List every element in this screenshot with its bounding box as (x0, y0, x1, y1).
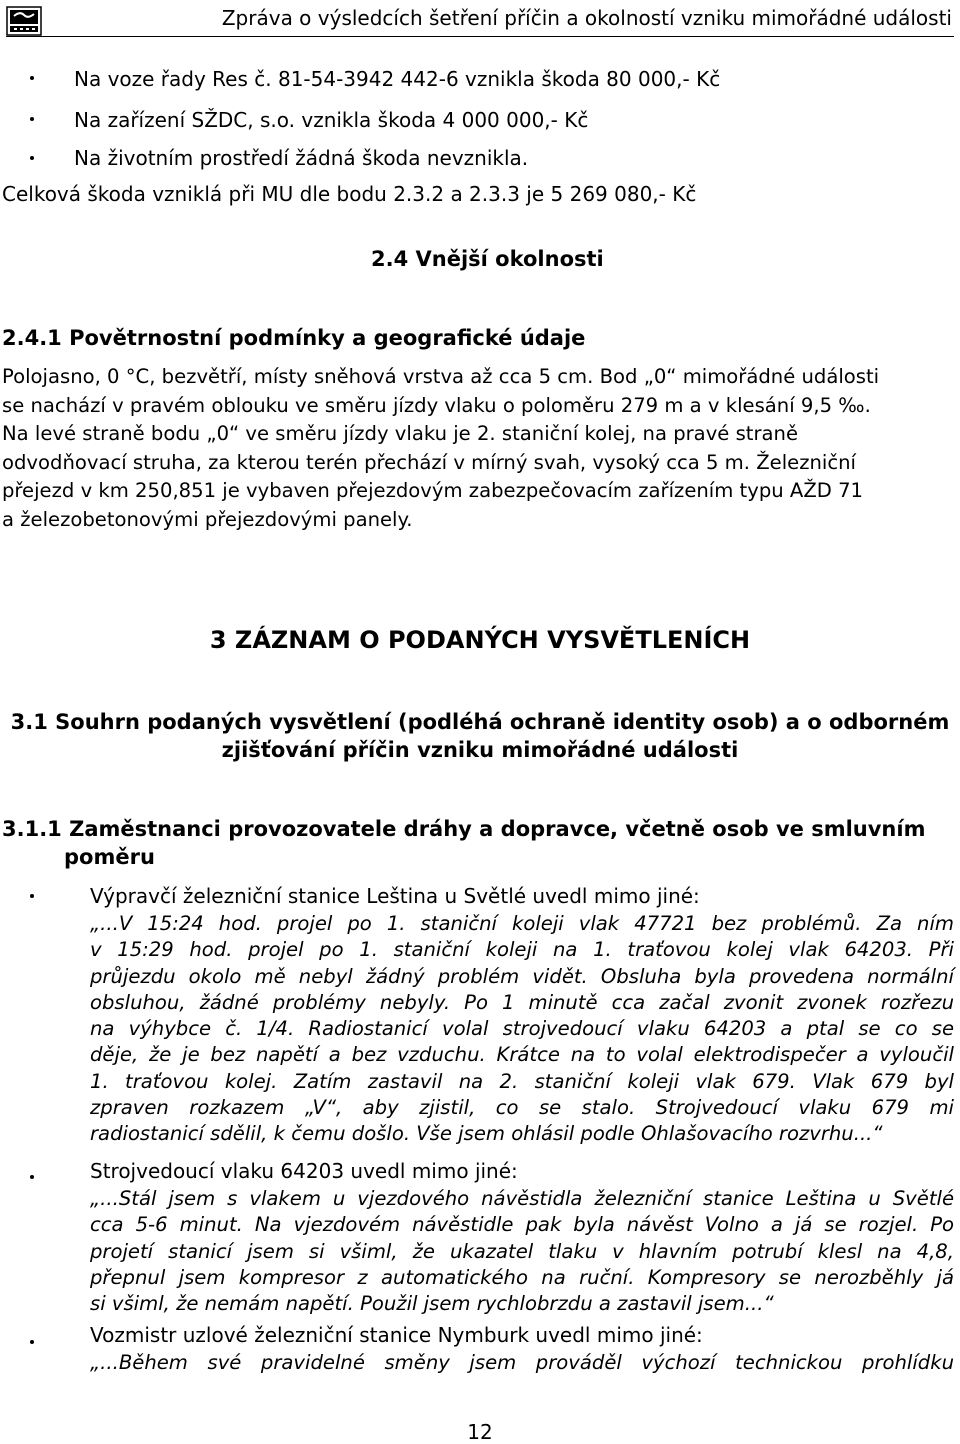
subsection-heading-line: 3.1 Souhrn podaných vysvětlení (podléhá ochraně identity osob) a o odborném (10, 710, 950, 734)
quote-line: 1. traťovou kolej. Zatím zastavil na 2. staniční koleji vlak 679. Vlak 679 byl (90, 1069, 954, 1093)
section-heading: 2.4 Vnější okolnosti (371, 247, 604, 271)
paragraph-line: Na levé straně bodu „0“ ve směru jízdy vlaku je 2. staniční kolej, na pravé straně (2, 422, 798, 445)
chapter-heading: 3 ZÁZNAM O PODANÝCH VYSVĚTLENÍCH (209, 626, 751, 654)
quote-line: „...Stál jsem s vlakem u vjezdového návěstidla železniční stanice Leština u Světlé (90, 1187, 954, 1210)
quote-line: si všiml, že nemám napětí. Použil jsem rychlobrzdu a zastavil jsem...“ (90, 1292, 774, 1316)
quote-line: projetí stanicí jsem si všiml, že ukazatel tlaku v hlavním potrubí klesl na 4,8, (90, 1239, 954, 1263)
bullet-icon (28, 890, 36, 898)
quote-line: v 15:29 hod. projel po 1. staniční koleji na 1. traťovou kolej vlak 64203. Při (90, 938, 954, 962)
bullet-icon (28, 1336, 36, 1344)
damage-item: Na zařízení SŽDC, s.o. vznikla škoda 4 000 000,- Kč (74, 108, 589, 132)
paragraph-line: Polojasno, 0 °C, bezvětří, místy sněhová vrstva až cca 5 cm. Bod „0“ mimořádné události (2, 365, 880, 388)
quote-line: zpraven rozkazem „V“, aby zjistil, co se stalo. Strojvedoucí vlaku 679 mi (90, 1096, 954, 1120)
page-number: 12 (467, 1420, 493, 1444)
paragraph-line: odvodňovací struha, za kterou terén přechází v mírný svah, vysoký cca 5 m. Železniční (2, 450, 856, 474)
header-title: Zpráva o výsledcích šetření příčin a okolností vzniku mimořádné události (221, 6, 952, 30)
quote-line: „...V 15:24 hod. projel po 1. staniční koleji vlak 47721 bez problémů. Za ním (90, 912, 954, 935)
bullet-icon (28, 72, 36, 80)
testimony-quote (90, 1186, 954, 1317)
header-divider (6, 36, 954, 37)
organization-logo-icon (6, 6, 42, 36)
paragraph-line: a železobetonovými přejezdovými panely. (2, 507, 413, 531)
subsection-heading-line: zjišťování příčin vzniku mimořádné události (221, 738, 739, 762)
testimony-quote (90, 911, 954, 1148)
quote-line: obsluhou, žádné problémy nebyly. Po 1 minutě cca začal zvonit zvonek rozřezu (90, 990, 954, 1014)
quote-line: „...Během své pravidelné směny jsem prováděl výchozí technickou prohlídku (90, 1351, 954, 1374)
damage-item: Na životním prostředí žádná škoda nevznikla. (74, 146, 529, 170)
subsection-heading: 2.4.1 Povětrnostní podmínky a geografické údaje (2, 326, 586, 350)
quote-line: na výhybce č. 1/4. Radiostanicí volal strojvedoucí vlaku 64203 a ptal se co se (90, 1017, 954, 1041)
paragraph-line: přejezd v km 250,851 je vybaven přejezdovým zabezpečovacím zařízením typu AŽD 71 (2, 479, 863, 502)
testimony-intro: Strojvedoucí vlaku 64203 uvedl mimo jiné: (90, 1159, 518, 1183)
quote-line: přepnul jsem kompresor z automatického na ruční. Kompresory se nerozběhly já (90, 1265, 954, 1289)
bullet-icon (28, 152, 36, 160)
quote-line: radiostanicí sdělil, k čemu došlo. Vše jsem ohlásil podle Ohlašovacího rozvrhu...“ (90, 1122, 883, 1146)
quote-line: cca 5-6 minut. Na vjezdovém návěstidle pak byla návěst Volno a já se rozjel. Po (90, 1213, 954, 1237)
weather-paragraph (2, 363, 954, 534)
damage-total: Celková škoda vzniklá při MU dle bodu 2.3.2 a 2.3.3 je 5 269 080,- Kč (2, 182, 697, 206)
testimony-quote (90, 1350, 954, 1376)
quote-line: děje, že je bez napětí a bez vzduchu. Krátce na to volal elektrodispečer a vyloučil (90, 1043, 954, 1067)
bullet-icon (28, 1171, 36, 1179)
damage-item: Na voze řady Res č. 81-54-3942 442-6 vznikla škoda 80 000,- Kč (74, 67, 721, 91)
paragraph-line: se nachází v pravém oblouku ve směru jízdy vlaku o poloměru 279 m a v klesání 9,5 ‰. (2, 393, 871, 417)
testimony-intro: Výpravčí železniční stanice Leština u Světlé uvedl mimo jiné: (90, 884, 700, 908)
sub-subsection-heading-line: 3.1.1 Zaměstnanci provozovatele dráhy a dopravce, včetně osob ve smluvním (2, 817, 926, 841)
bullet-icon (28, 113, 36, 121)
quote-line: průjezdu okolo mě nebyl žádný problém vidět. Obsluha byla provedena normální (90, 964, 954, 988)
testimony-intro: Vozmistr uzlové železniční stanice Nymburk uvedl mimo jiné: (90, 1323, 703, 1347)
sub-subsection-heading-line: poměru (64, 845, 155, 869)
